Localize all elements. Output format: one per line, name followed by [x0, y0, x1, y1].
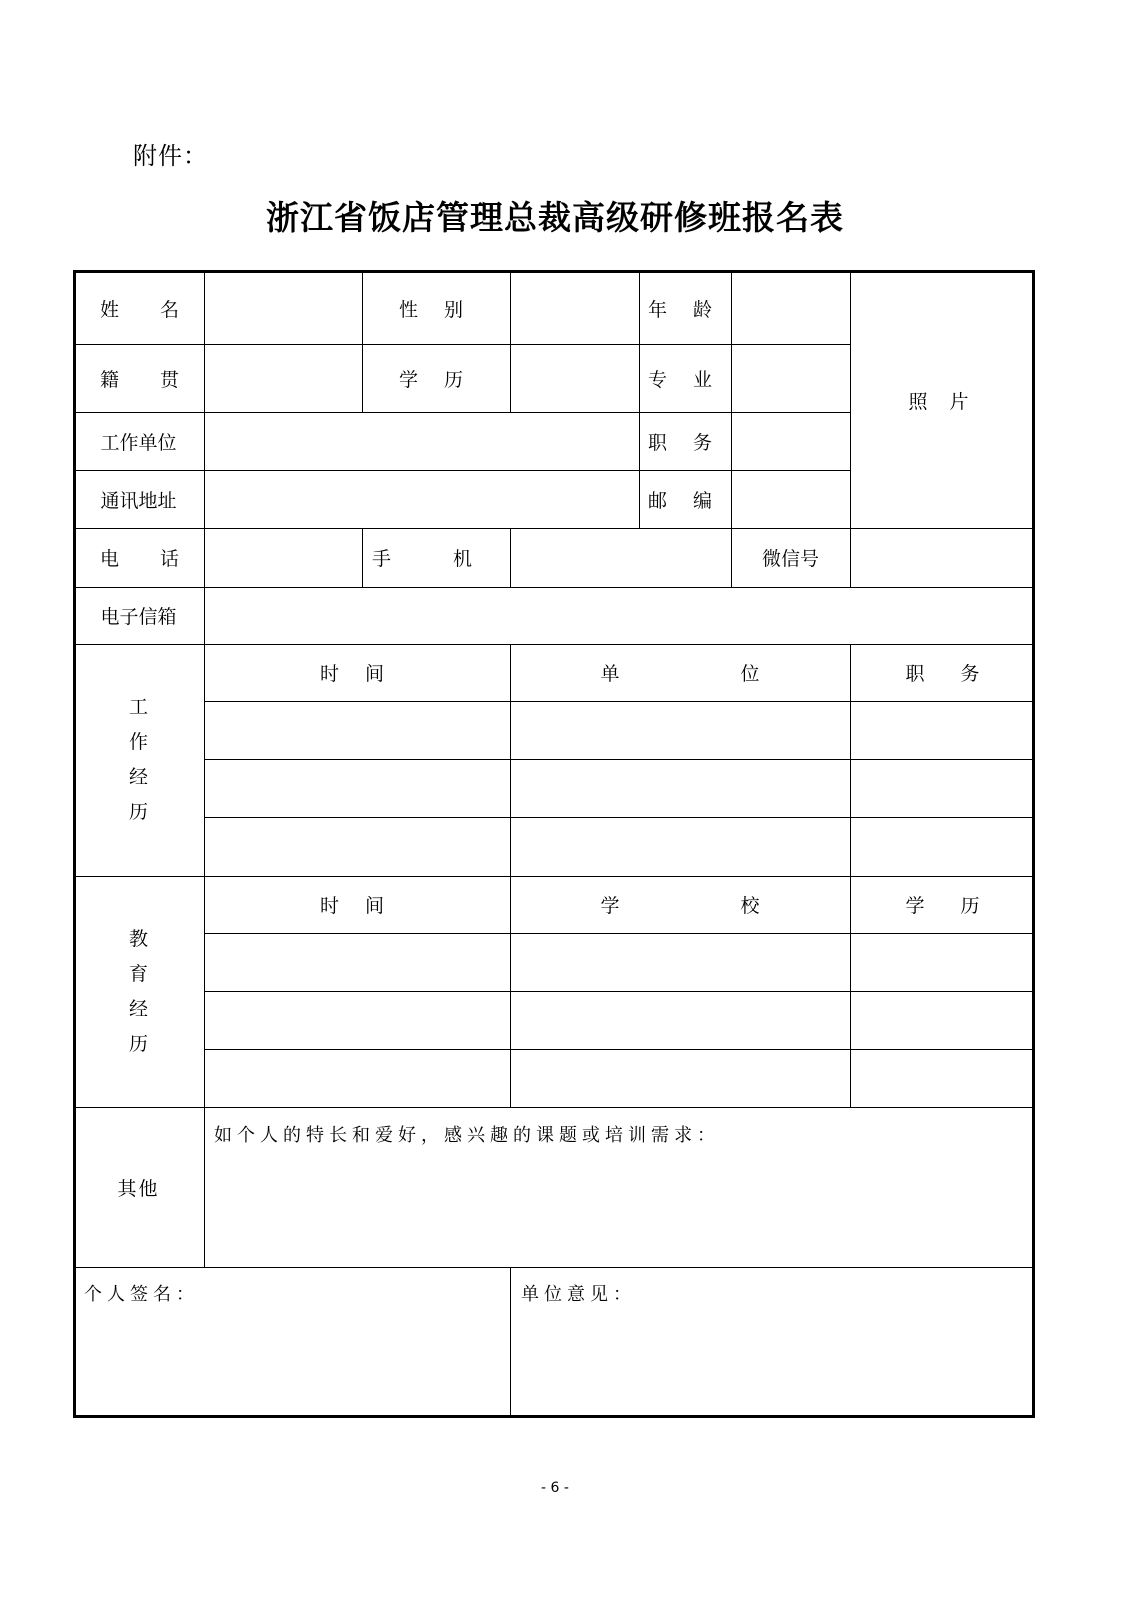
edu-row-3[interactable] — [204, 1049, 1035, 1107]
edu-time-header: 时 间 — [319, 895, 395, 917]
signature-area[interactable] — [73, 1310, 510, 1416]
address-label: 通讯地址 — [100, 489, 177, 512]
photo-box[interactable]: 照 片 — [908, 390, 977, 413]
wechat-label: 微信号 — [761, 548, 819, 570]
unit-opinion-label: 单位意见： — [521, 1284, 636, 1305]
work-position-header: 职 务 — [905, 663, 980, 685]
edu-school-header: 学 校 — [600, 895, 760, 917]
page-number: - 6 - — [541, 1480, 569, 1496]
postcode-input[interactable] — [731, 470, 850, 528]
work-row-3[interactable] — [204, 817, 1035, 876]
phone-label: 电 话 — [100, 548, 179, 570]
work-time-header: 时 间 — [319, 663, 395, 685]
work-experience-label: 工 作 经 历 — [128, 696, 148, 823]
major-input[interactable] — [731, 344, 850, 412]
mobile-label: 手 机 — [371, 548, 501, 570]
education-input[interactable] — [510, 344, 639, 412]
work-unit-input[interactable] — [204, 412, 639, 470]
edu-row-1[interactable] — [204, 933, 1035, 991]
age-label: 年 龄 — [647, 298, 723, 321]
edu-degree-header: 学 历 — [905, 895, 980, 917]
attachment-label: 附件： — [133, 142, 208, 170]
other-label: 其他 — [117, 1177, 160, 1200]
education-label: 学 历 — [398, 368, 474, 391]
position-input[interactable] — [731, 412, 850, 470]
position-label: 职 务 — [647, 431, 723, 454]
mobile-input[interactable] — [510, 528, 731, 587]
age-input[interactable] — [731, 272, 850, 344]
signature-label: 个人签名： — [84, 1284, 199, 1305]
work-unit-label: 工作单位 — [100, 431, 177, 454]
work-unit-header: 单 位 — [600, 663, 760, 685]
education-experience-label: 教 育 经 历 — [128, 927, 148, 1055]
edu-row-2[interactable] — [204, 991, 1035, 1049]
unit-opinion-area[interactable] — [510, 1310, 1035, 1416]
native-place-input[interactable] — [204, 344, 362, 412]
gender-input[interactable] — [510, 272, 639, 344]
name-input[interactable] — [204, 272, 362, 344]
address-input[interactable] — [204, 470, 639, 528]
form-title: 浙江省饭店管理总裁高级研修班报名表 — [266, 198, 844, 237]
email-input[interactable] — [204, 587, 1035, 644]
work-row-2[interactable] — [204, 759, 1035, 817]
other-prompt: 如个人的特长和爱好，感兴趣的课题或培训需求： — [214, 1125, 720, 1146]
other-input[interactable] — [204, 1150, 1035, 1267]
gender-label: 性 别 — [398, 298, 474, 321]
wechat-input[interactable] — [850, 528, 1035, 587]
work-row-1[interactable] — [204, 701, 1035, 759]
native-place-label: 籍 贯 — [100, 368, 179, 391]
name-label: 姓 名 — [100, 298, 179, 321]
email-label: 电子信箱 — [100, 606, 177, 628]
phone-input[interactable] — [204, 528, 362, 587]
postcode-label: 邮 编 — [647, 489, 723, 512]
major-label: 专 业 — [647, 368, 723, 391]
